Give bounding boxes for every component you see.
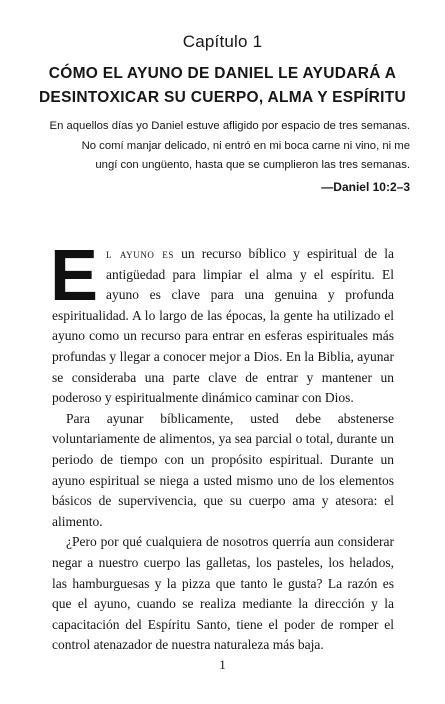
epigraph-line: En aquellos días yo Daniel estuve afligido por espacio de tres semanas. (49, 120, 410, 132)
body-text (50, 236, 394, 656)
page-number: 1 (219, 657, 226, 672)
chapter-title: CÓMO EL AYUNO DE DANIEL LE AYUDARÁ A DESINTOXICAR SU CUERPO, ALMA Y ESPÍRITU (38, 65, 407, 106)
paragraph-2: Para ayunar bíblicamente, usted debe abstenerse voluntariamente de alimentos, ya sea parcial o total, durante un periodo de tiempo con un propósito espiritual. Durante un ayuno espiritual se niega a usted mismo uno de los elementos básicos de supervivencia, que su cuerpo ama y atesora: el alimento. (52, 410, 394, 529)
opening-small-caps: l ayuno es (106, 246, 174, 261)
epigraph-reference: —Daniel 10:2–3 (321, 179, 410, 194)
drop-cap: E (50, 236, 99, 316)
epigraph-line: No comí manjar delicado, ni entró en mi boca carne ni vino, ni me (81, 139, 410, 152)
paragraph-3: ¿Pero por qué cualquiera de nosotros querría aun considerar negar a nuestro cuerpo las galletas, los pasteles, los helados, las hamburguesas y la pizza que tanto le gusta? La razón es que el ayuno, cuando se realiza mediante la dirección y la capacitación del Espíritu Santo, tiene el poder de romper el control atenazador de nuestra naturaleza más baja. (52, 534, 394, 653)
epigraph-line: ungí con ungüento, hasta que se cumplieron las tres semanas. (95, 159, 410, 171)
chapter-label: Capítulo 1 (182, 32, 263, 51)
paragraph-1 (50, 236, 394, 409)
paragraph-1-text: un recurso bíblico y espiritual de la antigüedad para limpiar el alma y el espíritu. El ayuno es clave para una genuina y profunda espiritualidad. A lo largo de las épocas, la gente ha utilizado el ayuno como un recurso para entrar en esferas espirituales más profundas y llegar a conocer mejor a Dios. En la Biblia, ayunar se consideraba una parte clave de entrar y mantener un poderoso y espiritualmente dinámico caminar con Dios. (52, 246, 394, 406)
epigraph (40, 117, 410, 197)
